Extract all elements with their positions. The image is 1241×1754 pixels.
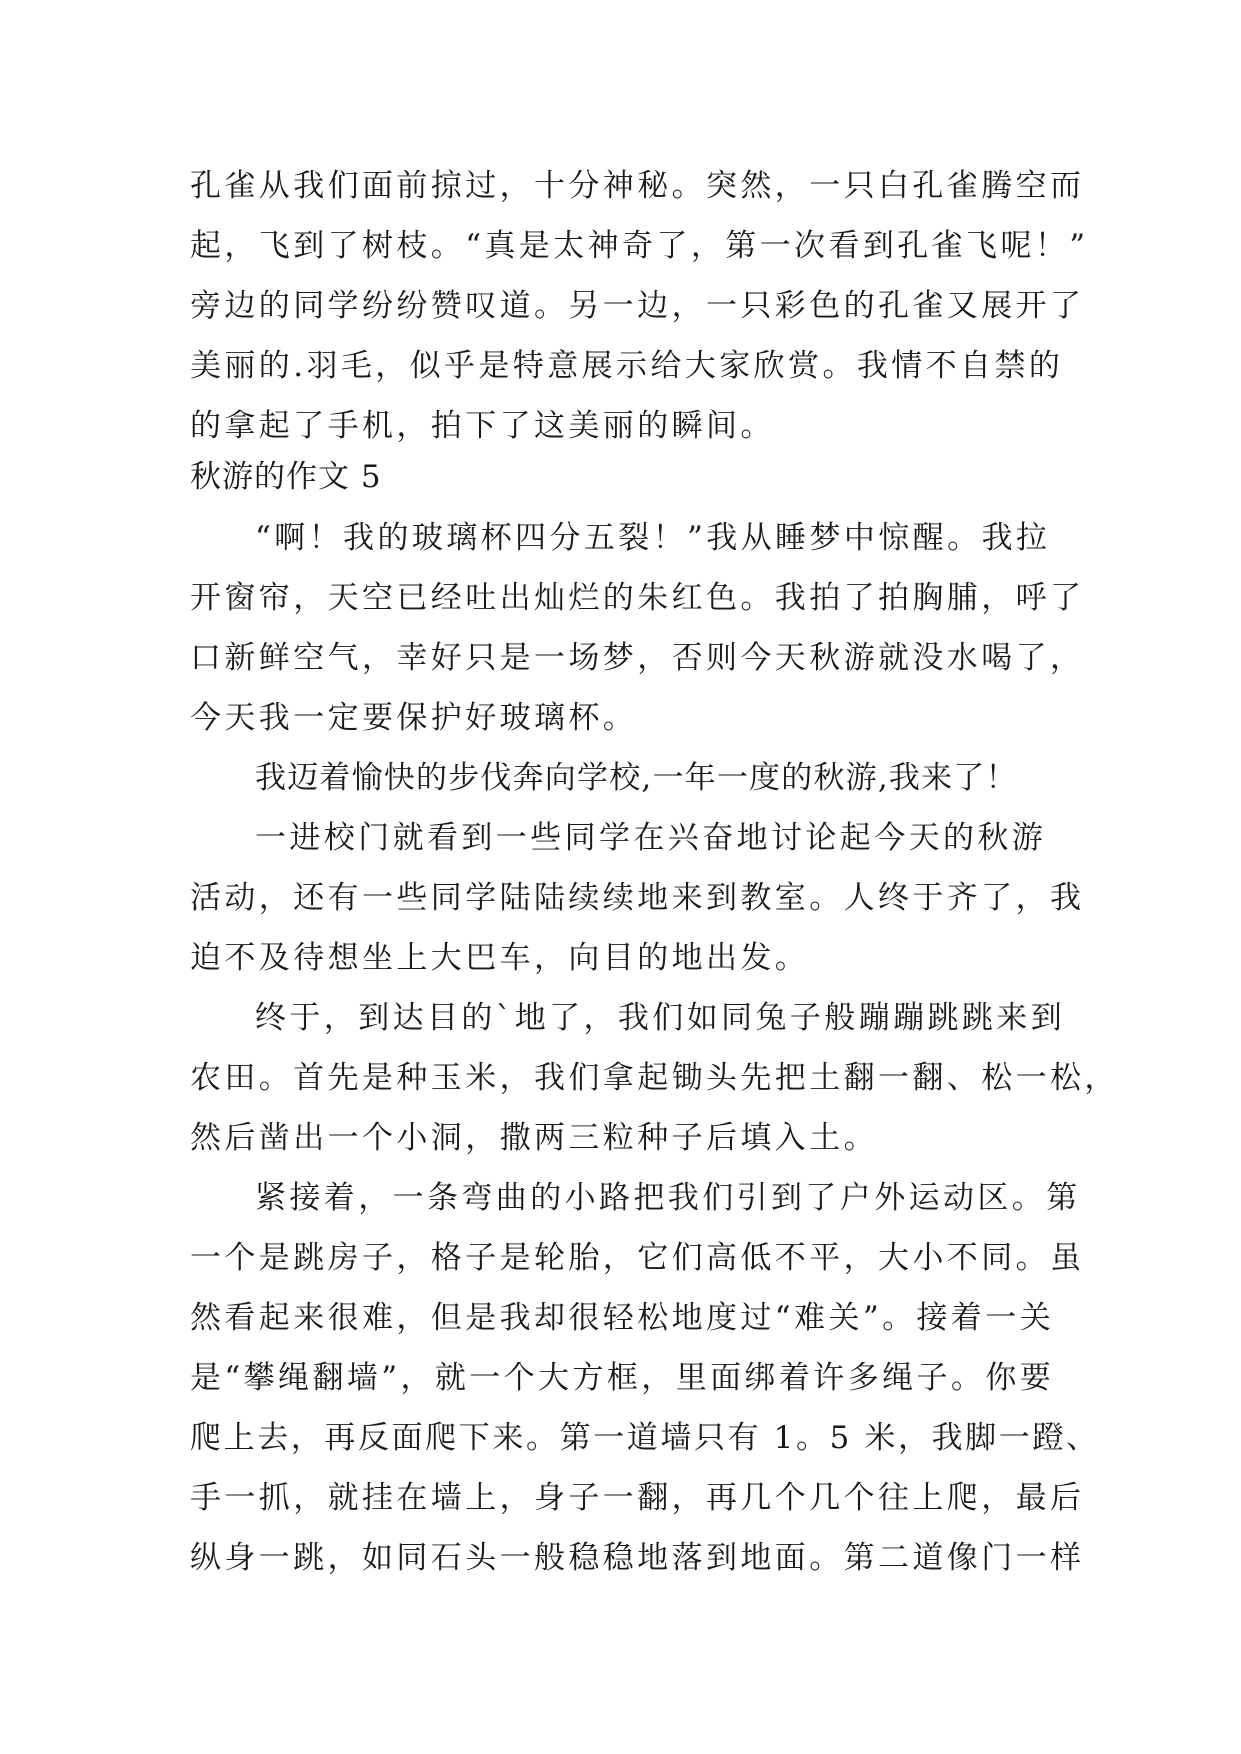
text-line: 一进校门就看到一些同学在兴奋地讨论起今天的秋游 (255, 820, 1047, 856)
text-line: 美丽的.羽毛，似乎是特意展示给大家欣赏。我情不自禁的 (190, 348, 1064, 384)
text-line: 孔雀从我们面前掠过，十分神秘。突然，一只白孔雀腾空而 (190, 168, 1085, 204)
text-line: 一个是跳房子，格子是轮胎，它们高低不平，大小不同。虽 (190, 1240, 1085, 1276)
text-line: 然看起来很难，但是我却很轻松地度过“难关”。接着一关 (190, 1300, 1055, 1336)
text-line: 纵身一跳，如同石头一般稳稳地落到地面。第二道像门一样 (190, 1540, 1085, 1576)
text-line: 爬上去，再反面爬下来。第一道墙只有 1。5 米，我脚一蹬、 (190, 1420, 1100, 1456)
text-line: 的拿起了手机，拍下了这美丽的瞬间。 (190, 408, 775, 444)
text-line: 起，飞到了树枝。“真是太神奇了，第一次看到孔雀飞呢！” (190, 228, 1089, 264)
text-line: 是“攀绳翻墙”，就一个大方框，里面绑着许多绳子。你要 (190, 1360, 1055, 1396)
text-line: 终于，到达目的`地了，我们如同兔子般蹦蹦跳跳来到 (255, 1000, 1066, 1036)
text-line: 然后凿出一个小洞，撒两三粒种子后填入土。 (190, 1120, 878, 1156)
text-line: 迫不及待想坐上大巴车，向目的地出发。 (190, 940, 810, 976)
text-line: 紧接着，一条弯曲的小路把我们引到了户外运动区。第 (255, 1180, 1081, 1216)
text-line: 开窗帘，天空已经吐出灿烂的朱红色。我拍了拍胸脯，呼了 (190, 580, 1085, 616)
text-line: 旁边的同学纷纷赞叹道。另一边，一只彩色的孔雀又展开了 (190, 288, 1085, 324)
section-heading: 秋游的作文 5 (190, 459, 382, 495)
text-line: 口新鲜空气，幸好只是一场梦，否则今天秋游就没水喝了， (190, 640, 1085, 676)
text-line: 今天我一定要保护好玻璃杯。 (190, 700, 638, 736)
text-line: 手一抓，就挂在墙上，身子一翻，再几个几个往上爬，最后 (190, 1480, 1085, 1516)
text-line: 活动，还有一些同学陆陆续续地来到教室。人终于齐了，我 (190, 880, 1085, 916)
text-line: “啊！我的玻璃杯四分五裂！”我从睡梦中惊醒。我拉 (255, 520, 1051, 556)
text-line: 我迈着愉快的步伐奔向学校,一年一度的秋游,我来了！ (255, 760, 1018, 796)
text-line: 农田。首先是种玉米，我们拿起锄头先把土翻一翻、松一松， (190, 1060, 1119, 1096)
